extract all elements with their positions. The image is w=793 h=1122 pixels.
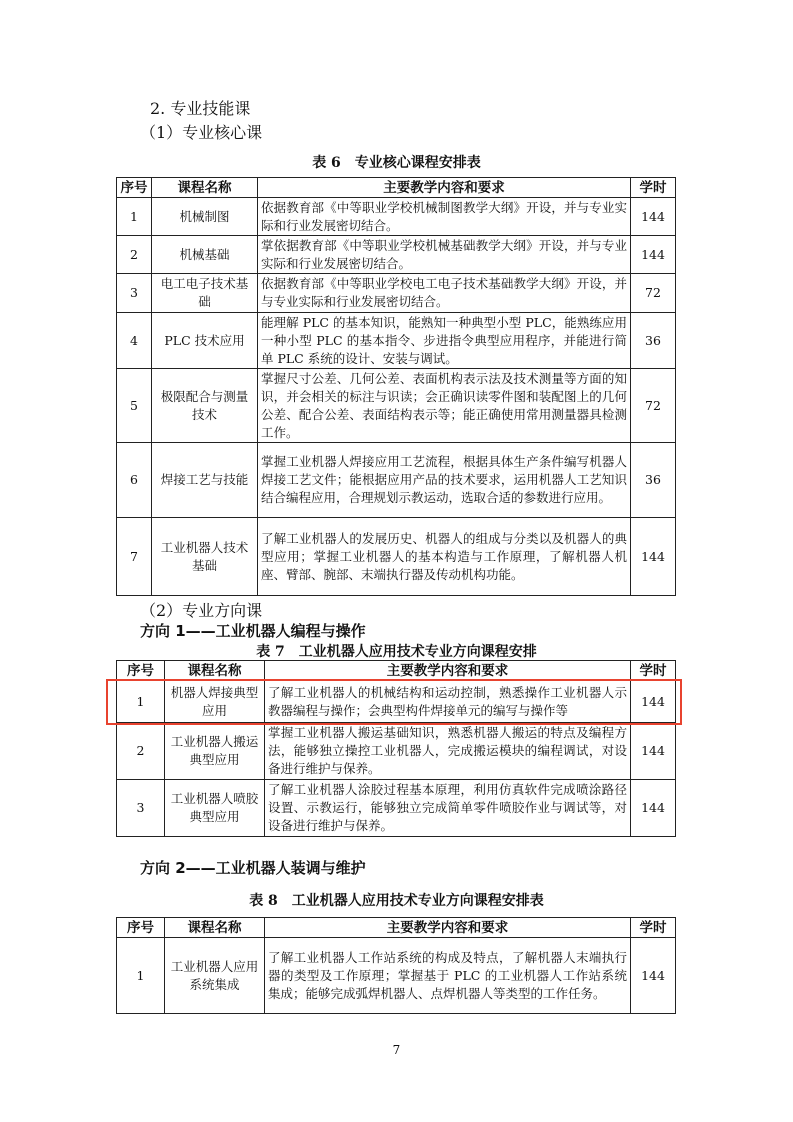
row-number: 7 — [117, 518, 152, 596]
section-title: 2. 专业技能课 — [150, 99, 251, 118]
table8-caption: 表 8 工业机器人应用技术专业方向课程安排表 — [249, 893, 544, 909]
table-row — [117, 236, 676, 274]
direction2-title: 方向 2——工业机器人装调与维护 — [140, 859, 366, 877]
row-number: 6 — [117, 443, 152, 518]
table8-header-name: 课程名称 — [165, 918, 265, 938]
course-hours: 144 — [631, 938, 676, 1014]
table6-caption: 表 6 专业核心课程安排表 — [312, 155, 481, 171]
table7 — [116, 660, 676, 837]
table8-header-hours: 学时 — [631, 918, 676, 938]
course-hours: 144 — [631, 723, 676, 780]
course-content: 了解工业机器人的机械结构和运动控制，熟悉操作工业机器人示教器编程与操作；会典型构件焊接单元的编写与操作等 — [265, 681, 631, 723]
table-row — [117, 369, 676, 443]
table-row — [117, 518, 676, 596]
course-content: 了解工业机器人涂胶过程基本原理，利用仿真软件完成喷涂路径设置、示教运行，能够独立完成简单零件喷胶作业与调试等，对设备进行维护与保养。 — [265, 780, 631, 837]
table7-header-content: 主要教学内容和要求 — [265, 661, 631, 681]
row-number: 4 — [117, 313, 152, 369]
table7-header-no: 序号 — [117, 661, 165, 681]
subsection-core-title: （1）专业核心课 — [140, 123, 263, 142]
course-content: 依据教育部《中等职业学校机械制图教学大纲》开设，并与专业实际和行业发展密切结合。 — [258, 198, 631, 236]
table8-header-row — [117, 918, 676, 938]
table7-caption: 表 7 工业机器人应用技术专业方向课程安排 — [256, 644, 537, 660]
table7-header-name: 课程名称 — [165, 661, 265, 681]
table7-header-hours: 学时 — [631, 661, 676, 681]
table-row — [117, 313, 676, 369]
course-name: 机器人焊接典型应用 — [165, 681, 265, 723]
course-hours: 144 — [631, 780, 676, 837]
row-number: 3 — [117, 274, 152, 313]
subsection-direction-title: （2）专业方向课 — [140, 601, 263, 620]
course-content: 掌握工业机器人搬运基础知识，熟悉机器人搬运的特点及编程方法，能够独立操控工业机器人，完成搬运模块的编程调试，对设备进行维护与保养。 — [265, 723, 631, 780]
course-hours: 144 — [631, 236, 676, 274]
row-number: 3 — [117, 780, 165, 837]
table-row — [117, 938, 676, 1014]
course-content: 掌握尺寸公差、几何公差、表面机构表示法及技术测量等方面的知识，并会相关的标注与识读；会正确识读零件图和装配图上的几何公差、配合公差、表面结构表示等；能正确使用常用测量器具检测工作。 — [258, 369, 631, 443]
course-name: 工业机器人搬运典型应用 — [165, 723, 265, 780]
course-content: 了解工业机器人工作站系统的构成及特点，了解机器人末端执行器的类型及工作原理；掌握基于 PLC 的工业机器人工作站系统集成；能够完成弧焊机器人、点焊机器人等类型的工作任务。 — [265, 938, 631, 1014]
table6-header-hours: 学时 — [631, 178, 676, 198]
row-number: 2 — [117, 723, 165, 780]
table-row — [117, 198, 676, 236]
course-hours: 72 — [631, 369, 676, 443]
course-name: 机械制图 — [152, 198, 258, 236]
row-number: 1 — [117, 198, 152, 236]
course-hours: 144 — [631, 198, 676, 236]
course-content: 掌握工业机器人焊接应用工艺流程，根据具体生产条件编写机器人焊接工艺文件；能根据应用产品的技术要求，运用机器人工艺知识结合编程应用，合理规划示教运动，选取合适的参数进行应用。 — [258, 443, 631, 518]
table6-header-content: 主要教学内容和要求 — [258, 178, 631, 198]
table6-header-row — [117, 178, 676, 198]
table6 — [116, 177, 676, 596]
course-hours: 144 — [631, 518, 676, 596]
course-content: 掌依据教育部《中等职业学校机械基础教学大纲》开设，并与专业实际和行业发展密切结合。 — [258, 236, 631, 274]
table7-header-row — [117, 661, 676, 681]
course-name: 极限配合与测量技术 — [152, 369, 258, 443]
course-hours: 36 — [631, 313, 676, 369]
course-content: 了解工业机器人的发展历史、机器人的组成与分类以及机器人的典型应用；掌握工业机器人的基本构造与工作原理，了解机器人机座、臂部、腕部、末端执行器及传动机构功能。 — [258, 518, 631, 596]
table6-header-name: 课程名称 — [152, 178, 258, 198]
course-name: 工业机器人应用系统集成 — [165, 938, 265, 1014]
course-name: 机械基础 — [152, 236, 258, 274]
table-row — [117, 780, 676, 837]
page-number: 7 — [392, 1043, 401, 1057]
course-name: 工业机器人喷胶典型应用 — [165, 780, 265, 837]
table8 — [116, 917, 676, 1014]
table8-header-no: 序号 — [117, 918, 165, 938]
course-name: PLC 技术应用 — [152, 313, 258, 369]
course-hours: 72 — [631, 274, 676, 313]
table8-header-content: 主要教学内容和要求 — [265, 918, 631, 938]
row-number: 1 — [117, 681, 165, 723]
course-name: 电工电子技术基础 — [152, 274, 258, 313]
row-number: 5 — [117, 369, 152, 443]
course-name: 工业机器人技术基础 — [152, 518, 258, 596]
course-hours: 144 — [631, 681, 676, 723]
course-name: 焊接工艺与技能 — [152, 443, 258, 518]
table6-header-no: 序号 — [117, 178, 152, 198]
course-content: 依据教育部《中等职业学校电工电子技术基础教学大纲》开设，并与专业实际和行业发展密切结合。 — [258, 274, 631, 313]
table-row — [117, 681, 676, 723]
row-number: 1 — [117, 938, 165, 1014]
direction1-title: 方向 1——工业机器人编程与操作 — [140, 622, 366, 640]
table-row — [117, 723, 676, 780]
row-number: 2 — [117, 236, 152, 274]
table-row — [117, 443, 676, 518]
table-row — [117, 274, 676, 313]
course-content: 能理解 PLC 的基本知识，能熟知一种典型小型 PLC，能熟练应用一种小型 PLC 的基本指令、步进指令典型应用程序，并能进行简单 PLC 系统的设计、安装与调试。 — [258, 313, 631, 369]
course-hours: 36 — [631, 443, 676, 518]
